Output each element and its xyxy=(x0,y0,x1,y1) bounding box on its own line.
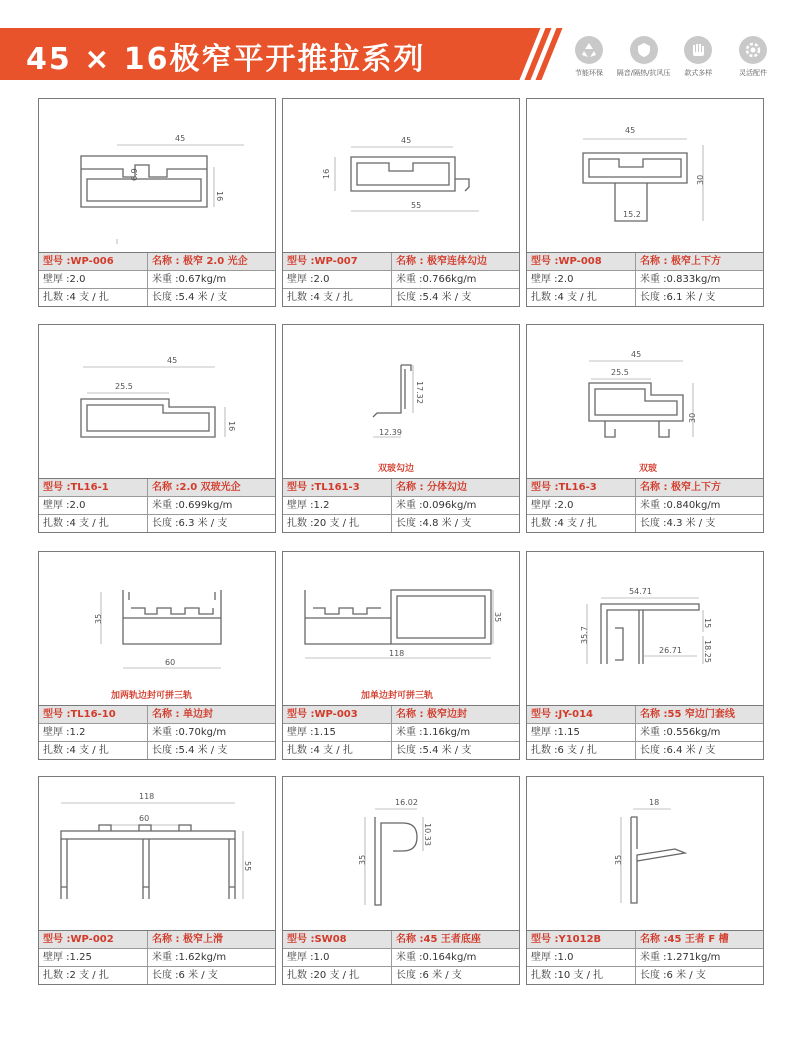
length: 长度 :6 米 / 支 xyxy=(152,970,218,981)
meter-weight: 米重 :1.16kg/m xyxy=(396,727,471,738)
dim-label: 118 xyxy=(389,649,405,658)
meter-weight: 米重 :0.70kg/m xyxy=(152,727,227,738)
wall-thickness: 壁厚 :1.15 xyxy=(527,724,636,741)
product-name: 名称 :45 王者底座 xyxy=(396,934,481,945)
model-label: 型号 :WP-006 xyxy=(39,253,148,270)
wall-thickness: 壁厚 :1.2 xyxy=(39,724,148,741)
meter-weight: 米重 :1.62kg/m xyxy=(152,952,227,963)
model-label: 型号 :WP-003 xyxy=(283,706,392,723)
length: 长度 :4.3 米 / 支 xyxy=(640,518,716,529)
model-label: 型号 :TL16-10 xyxy=(39,706,148,723)
length: 长度 :5.4 米 / 支 xyxy=(152,745,228,756)
feature-item xyxy=(675,36,721,80)
product-card xyxy=(38,776,276,985)
dim-label: 16 xyxy=(227,421,236,432)
model-label: 型号 :WP-002 xyxy=(39,931,148,948)
dim-label: 55 xyxy=(411,201,422,210)
model-label: 型号 :WP-008 xyxy=(527,253,636,270)
meter-weight: 米重 :1.271kg/m xyxy=(640,952,721,963)
product-name: 名称 :45 王者 F 槽 xyxy=(640,934,729,945)
product-name: 名称 : 极窄上下方 xyxy=(640,256,721,267)
dim-label: 55 xyxy=(243,861,252,872)
hand-icon xyxy=(684,36,712,64)
profile-drawing xyxy=(39,552,275,706)
meter-weight: 米重 :0.096kg/m xyxy=(396,500,477,511)
feature-icons xyxy=(566,36,776,80)
profile-caption: 双玻 xyxy=(639,464,658,474)
bundle-count: 扎数 :4 支 / 扎 xyxy=(527,515,636,532)
meter-weight: 米重 :0.840kg/m xyxy=(640,500,721,511)
profile-drawing xyxy=(283,777,519,931)
profile-drawing xyxy=(527,552,763,706)
dim-label: 45 xyxy=(175,134,186,143)
feature-label: 节能环保 xyxy=(575,69,603,77)
bundle-count: 扎数 :10 支 / 扎 xyxy=(527,967,636,984)
wall-thickness: 壁厚 :2.0 xyxy=(527,271,636,288)
product-card xyxy=(38,98,276,307)
profile-drawing xyxy=(283,99,519,253)
dim-label: 45 xyxy=(631,350,642,359)
product-name: 名称 :55 窄边门套线 xyxy=(640,709,735,720)
wall-thickness: 壁厚 :1.0 xyxy=(527,949,636,966)
dim-label: 45 xyxy=(625,126,636,135)
bundle-count: 扎数 :4 支 / 扎 xyxy=(39,742,148,759)
product-card xyxy=(282,324,520,533)
dim-label: 54.71 xyxy=(629,587,652,596)
dim-label: 35.7 xyxy=(580,626,589,644)
model-label: 型号 :SW08 xyxy=(283,931,392,948)
profile-drawing xyxy=(527,325,763,479)
wall-thickness: 壁厚 :2.0 xyxy=(39,497,148,514)
dim-label: 16.02 xyxy=(395,798,418,807)
product-card xyxy=(526,324,764,533)
product-name: 名称 : 极窄连体勾边 xyxy=(396,256,487,267)
dim-label: 35 xyxy=(94,613,103,624)
product-card xyxy=(38,551,276,760)
product-name: 名称 : 分体勾边 xyxy=(396,482,467,493)
product-name: 名称 : 极窄边封 xyxy=(396,709,467,720)
dim-label: 45 xyxy=(167,356,178,365)
dim-label: 16 xyxy=(322,168,331,179)
dim-label: 26.71 xyxy=(659,646,682,655)
meter-weight: 米重 :0.833kg/m xyxy=(640,274,721,285)
dim-label: 118 xyxy=(139,792,155,801)
dim-label: 35 xyxy=(493,612,502,623)
length: 长度 :6.3 米 / 支 xyxy=(152,518,228,529)
length: 长度 :6 米 / 支 xyxy=(640,970,706,981)
dim-label: 10.33 xyxy=(423,823,432,846)
meter-weight: 米重 :0.766kg/m xyxy=(396,274,477,285)
dim-label: 6.9 xyxy=(130,168,139,181)
feature-item xyxy=(730,36,776,80)
feature-label: 款式多样 xyxy=(684,69,713,77)
length: 长度 :4.8 米 / 支 xyxy=(396,518,472,529)
bundle-count: 扎数 :20 支 / 扎 xyxy=(283,967,392,984)
product-name: 名称 : 单边封 xyxy=(152,709,213,720)
product-card xyxy=(282,776,520,985)
wall-thickness: 壁厚 :2.0 xyxy=(527,497,636,514)
wall-thickness: 壁厚 :2.0 xyxy=(39,271,148,288)
dim-label: 18 xyxy=(649,798,660,807)
recycle-icon xyxy=(575,36,603,64)
profile-caption: 加单边封可拼三轨 xyxy=(361,691,434,701)
product-card xyxy=(282,551,520,760)
length: 长度 :6 米 / 支 xyxy=(396,970,462,981)
meter-weight: 米重 :0.556kg/m xyxy=(640,727,721,738)
product-card xyxy=(282,98,520,307)
product-card xyxy=(526,776,764,985)
dim-label: 30 xyxy=(688,412,697,423)
bundle-count: 扎数 :4 支 / 扎 xyxy=(283,742,392,759)
length: 长度 :6.4 米 / 支 xyxy=(640,745,716,756)
page-title: 45 × 16极窄平开推拉系列 xyxy=(26,42,426,77)
dim-label: 25.5 xyxy=(115,382,133,391)
profile-caption: 加两轨边封可拼三轨 xyxy=(111,691,193,701)
feature-label: 隔音/隔热/抗风压 xyxy=(616,69,671,77)
product-card xyxy=(38,324,276,533)
length: 长度 :6.1 米 / 支 xyxy=(640,292,716,303)
model-label: 型号 :JY-014 xyxy=(527,706,636,723)
bundle-count: 扎数 :6 支 / 扎 xyxy=(527,742,636,759)
wall-thickness: 壁厚 :1.0 xyxy=(283,949,392,966)
meter-weight: 米重 :0.164kg/m xyxy=(396,952,477,963)
gear-icon xyxy=(739,36,767,64)
dim-label: 16 xyxy=(215,191,224,202)
wall-thickness: 壁厚 :1.25 xyxy=(39,949,148,966)
feature-item xyxy=(616,36,671,80)
dim-label: 35 xyxy=(358,854,367,865)
profile-drawing xyxy=(283,325,519,479)
model-label: 型号 :WP-007 xyxy=(283,253,392,270)
bundle-count: 扎数 :4 支 / 扎 xyxy=(39,515,148,532)
wall-thickness: 壁厚 :2.0 xyxy=(283,271,392,288)
bundle-count: 扎数 :4 支 / 扎 xyxy=(283,289,392,306)
dim-label: 12.39 xyxy=(379,428,402,437)
meter-weight: 米重 :0.699kg/m xyxy=(152,500,233,511)
length: 长度 :5.4 米 / 支 xyxy=(396,292,472,303)
profile-drawing xyxy=(39,777,275,931)
profile-drawing xyxy=(39,99,275,253)
feature-item xyxy=(566,36,612,80)
dim-label: 18.25 xyxy=(703,640,712,663)
model-label: 型号 :TL16-1 xyxy=(39,479,148,496)
product-card xyxy=(526,551,764,760)
product-card xyxy=(526,98,764,307)
dim-label: 60 xyxy=(165,658,176,667)
bundle-count: 扎数 :4 支 / 扎 xyxy=(39,289,148,306)
wall-thickness: 壁厚 :1.2 xyxy=(283,497,392,514)
shield-icon xyxy=(630,36,658,64)
dim-label: 17.32 xyxy=(415,381,424,404)
model-label: 型号 :TL16-3 xyxy=(527,479,636,496)
length: 长度 :5.4 米 / 支 xyxy=(152,292,228,303)
length: 长度 :5.4 米 / 支 xyxy=(396,745,472,756)
profile-drawing xyxy=(39,325,275,479)
profile-caption: 双玻勾边 xyxy=(378,464,415,474)
product-name: 名称 : 极窄上下方 xyxy=(640,482,721,493)
profile-drawing xyxy=(527,99,763,253)
dim-label: 45 xyxy=(401,136,412,145)
bundle-count: 扎数 :20 支 / 扎 xyxy=(283,515,392,532)
profile-drawing xyxy=(527,777,763,931)
product-name: 名称 : 极窄上滑 xyxy=(152,934,223,945)
product-name: 名称 : 极窄 2.0 光企 xyxy=(152,256,248,267)
dim-label: 60 xyxy=(139,814,150,823)
model-label: 型号 :Y1012B xyxy=(527,931,636,948)
dim-label: 30 xyxy=(696,174,705,185)
wall-thickness: 壁厚 :1.15 xyxy=(283,724,392,741)
feature-label: 灵活配件 xyxy=(738,69,767,77)
dim-label: 25.5 xyxy=(611,368,629,377)
dim-label: 35 xyxy=(614,854,623,865)
bundle-count: 扎数 :2 支 / 扎 xyxy=(39,967,148,984)
meter-weight: 米重 :0.67kg/m xyxy=(152,274,227,285)
dim-label: 15 xyxy=(703,618,712,629)
bundle-count: 扎数 :4 支 / 扎 xyxy=(527,289,636,306)
dim-label: 15.2 xyxy=(623,210,641,219)
model-label: 型号 :TL161-3 xyxy=(283,479,392,496)
profile-drawing xyxy=(283,552,519,706)
product-name: 名称 :2.0 双玻光企 xyxy=(152,482,241,493)
